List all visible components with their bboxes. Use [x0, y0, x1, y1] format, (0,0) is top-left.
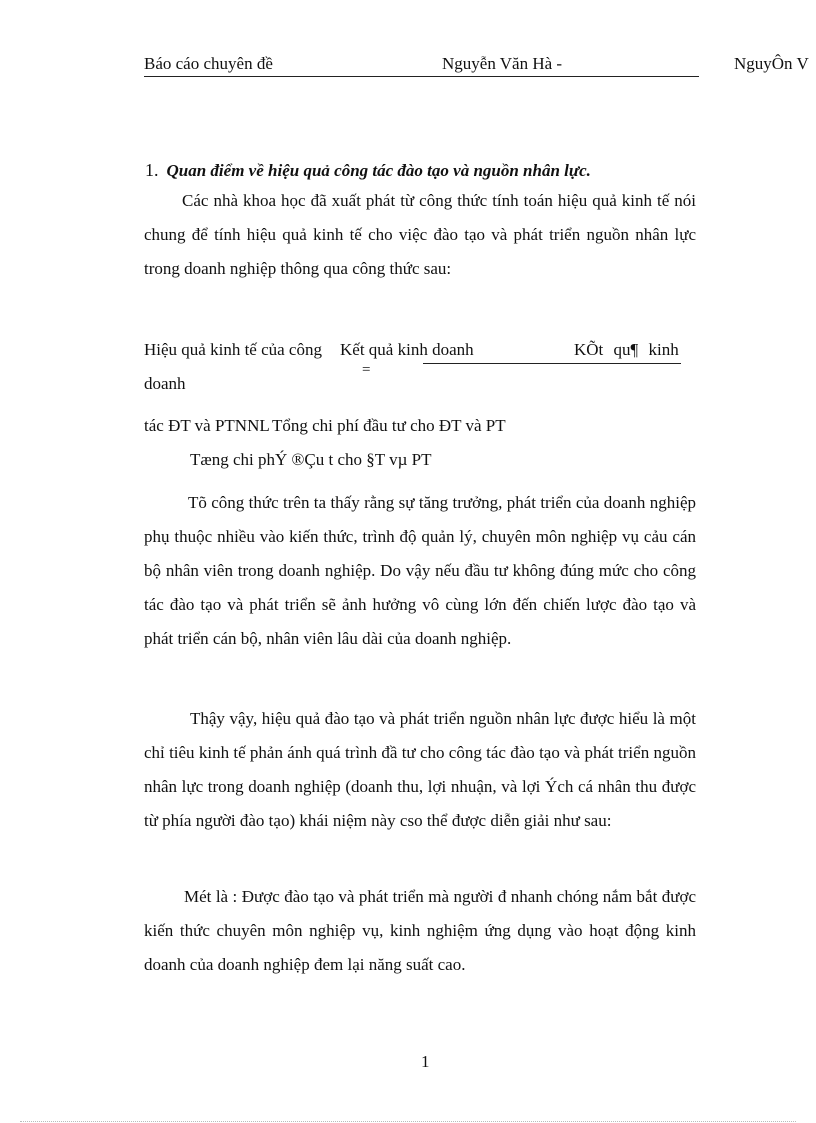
formula-line3-left: tác ĐT và PTNNL [144, 416, 270, 435]
page-number: 1 [421, 1052, 430, 1071]
formula-numerator-garbled: KÕt qu¶ kinh [574, 340, 679, 359]
section-heading [145, 160, 591, 181]
paragraph-4: Mét là : Được đào tạo và phát triển mà người đ nhanh chóng nắm bắt được kiến thức chuyên môn nghiệp vụ, kinh nghiệm ứng dụng vào hoạt động kinh doanh của doanh nghiệp đem lại năng suất cao. [144, 887, 696, 974]
formula-line4-garbled: Tæng chi phÝ ®Çu t cho §T vµ PT [190, 450, 432, 469]
fraction-rule [423, 363, 681, 364]
section-title: Quan điểm về hiệu quả công tác đào tạo và nguồn nhân lực. [166, 161, 591, 180]
formula-numerator: Kết quả kinh doanh [340, 340, 474, 359]
paragraph-2: Tõ công thức trên ta thấy rằng sự tăng trưởng, phát triển của doanh nghiệp phụ thuộc nhiều vào kiến thức, trình độ quản lý, chuyên môn nghiệp vụ cảu cán bộ nhân viên trong doanh nghiệp. Do vậy nếu đầu tư không đúng mức cho công tác đào tạo và phát triển sẽ ảnh hưởng vô cùng lớn đến chiến lược đào tạo và phát triển cán bộ, nhân viên lâu dài của doanh nghiệp. [144, 493, 696, 648]
header-center: Nguyễn Văn Hà - [442, 54, 563, 73]
intro-paragraph: Các nhà khoa học đã xuất phát từ công thức tính toán hiệu quả kinh tế nói chung để tính hiệu quả kinh tế cho việc đào tạo và phát triển nguồn nhân lực trong doanh nghiệp thông qua công thức sau: [144, 191, 696, 278]
formula-line1-left: Hiệu quả kinh tế của công [144, 340, 322, 359]
formula-equals: = [362, 362, 371, 378]
header-left: Báo cáo chuyên đề [144, 54, 273, 73]
formula-denominator: Tổng chi phí đầu tư cho ĐT và PT [272, 416, 506, 435]
page-bottom-border [20, 1121, 796, 1122]
header-rule [144, 76, 699, 77]
header-right: NguyÔn V [734, 54, 809, 73]
section-number: 1. [145, 160, 159, 180]
paragraph-3: Thậy vậy, hiệu quả đào tạo và phát triển nguồn nhân lực được hiểu là một chỉ tiêu kinh tế phản ánh quá trình đầ tư cho công tác đào tạo và phát triển nguồn nhân lực trong doanh nghiệp (doanh thu, lợi nhuận, và lợi Ých cá nhân thu được từ phía người đào tạo) khái niệm này cso thể được diễn giải như sau: [144, 709, 696, 830]
formula-line2: doanh [144, 374, 186, 393]
